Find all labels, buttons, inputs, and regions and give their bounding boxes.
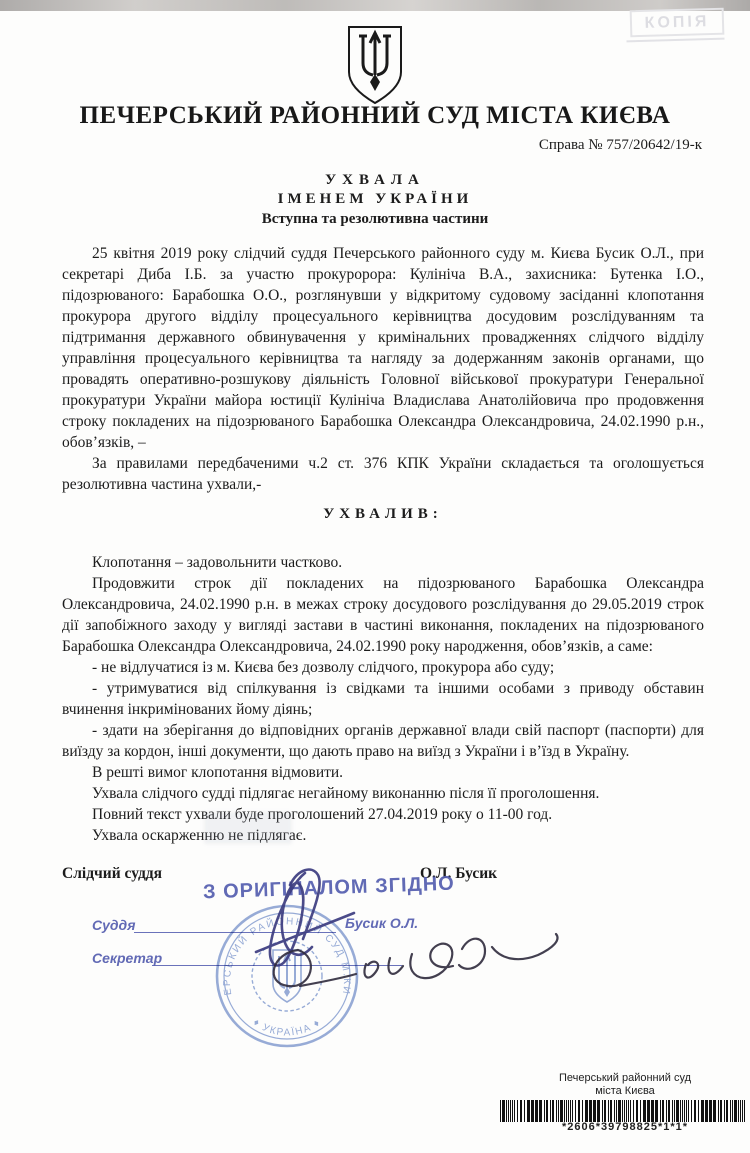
parts-subtitle: Вступна та резолютивна частини [261,211,489,227]
certification-stamp-title: З ОРИГІНАЛОМ ЗГІДНО [202,872,456,904]
judge-name: О.Л. Бусик [420,865,498,882]
footer-block [500,1072,750,1133]
resolution-item: Продовжити строк дії покладених на підозрюваного Барабошка Олександра Олександровича, 24.02.1990 р.н. в межах строку досудового розслідування до 29.05.2019 строк дії запобіжного заходу у вигляді застави в частині виконання, покладених на підозрюваного Барабошка Олександра Олександровича, 24.02.1990 року народження, обов’язків, а саме: [62,575,704,655]
court-seal-icon [212,901,362,1056]
seal-bottom-text: ♦ УКРАЇНА ♦ [250,1017,324,1039]
court-name: ПЕЧЕРСЬКИЙ РАЙОННИЙ СУД МІСТА КИЄВА [79,102,671,129]
body-text [62,243,704,884]
coat-of-arms-icon [346,24,404,111]
in-the-name-title: ІМЕНЕМ УКРАЇНИ [277,191,473,207]
seal-ring-text: ПЕЧЕРСЬКИЙ РАЙОННИЙ СУД М.КИЄВА [221,916,353,997]
faded-stamp-remnant [204,812,292,844]
certification-judge-name: Бусик О.Л. [345,915,419,931]
resolution-item: - здати на зберігання до відповідних органів державної влади свій паспорт (паспорти) для виїзду за кордон, інші документи, що дають право на виїзд з України і в’їзд в Україну. [62,722,704,760]
case-number: Справа № 757/20642/19-к [538,137,702,153]
document-heading [0,171,750,229]
resolution-item: В решті вимог клопотання відмовити. [92,764,344,781]
paragraph-intro: 25 квітня 2019 року слідчий суддя Печерського районного суду м. Києва Бусик О.Л., при секретарі Диба І.Б. за участю прокуророра: Кулініча В.А., захисника: Бутенка І.О., підозрюваного: Барабошка О.О., розглянувши у відкритому судовому засіданні клопотання прокурора другого відділу процесуального керівництва досудовим розслідуванням та підтримання державного обвинувачення у кримінальних провадженнях слідчого відділу управління процесуального керівництва та нагляду за додержанням законів органами, що провадять оперативно-розшукову діяльність Головної військової прокуратури Генеральної прокуратури України майора юстиції Кулініча Владислава Анатолійовича про продовження строку покладених на підозрюваного Барабошка Олександра Олександровича, 24.02.1990 р.н., обов’язків, – [62,245,704,451]
resolution-item: - утримуватися від спілкування із свідками та іншими особами з приводу обставин вчинення інкримінованих йому діянь; [62,680,704,718]
resolution-item: Ухвала слідчого судді підлягає негайному виконанню після її проголошення. [92,785,600,802]
footer-court-city: міста Києва [595,1085,655,1097]
copy-stamp: КОПІЯ [630,8,725,38]
paragraph-rules: За правилами передбаченими ч.2 ст. 376 КПК України складається та оголошується резолютивна частина ухвали,- [62,455,704,493]
resolution-item: Повний текст ухвали буде проголошений 27.04.2019 року о 11-00 год. [92,806,553,823]
resolution-item: - не відлучатися із м. Києва без дозволу слідчого, прокурора або суду; [92,659,555,676]
barcode-number: *2606*39798825*1*1* [561,1121,689,1133]
resolution-item: Клопотання – задовольнити частково. [92,554,343,571]
decree-title: УХВАЛА [325,172,425,188]
judge-role-label: Слідчий суддя [62,865,163,882]
barcode [500,1100,750,1122]
svg-text:♦ УКРАЇНА ♦ [251,1017,323,1039]
resolution-item: Ухвала оскарженню не підлягає. [92,827,307,844]
certification-secretary-label: Секретар [92,950,163,966]
footer-court-name: Печерський районний суд [558,1072,692,1084]
resolution-heading: УХВАЛИВ: [323,506,443,522]
certification-judge-label: Суддя [92,917,136,933]
